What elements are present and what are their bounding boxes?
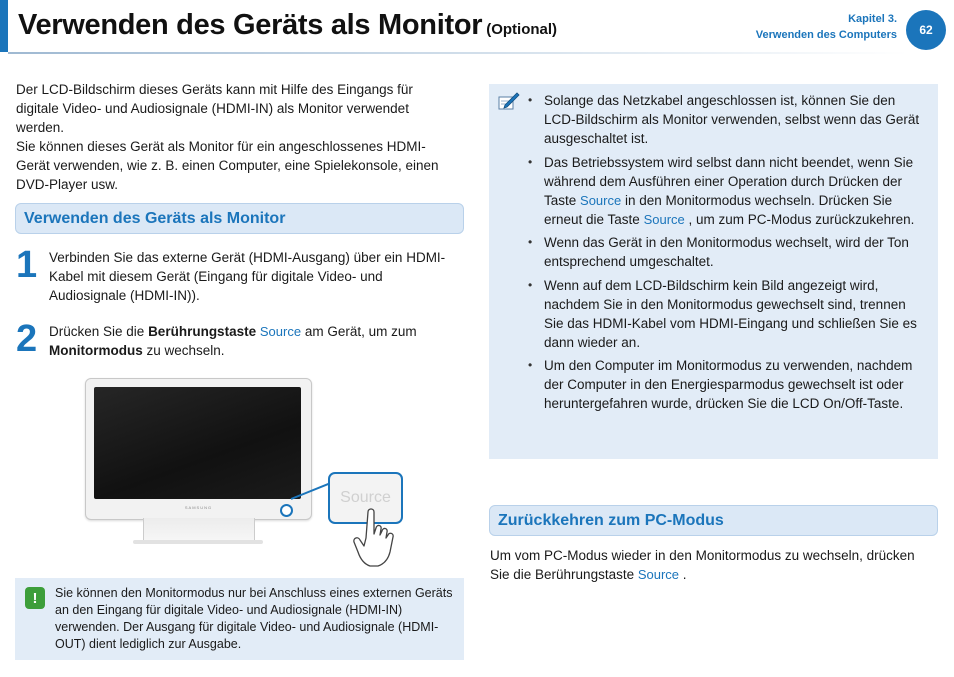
source-key-label: Source [580, 192, 622, 208]
tips-item-4: • Wenn auf dem LCD-Bildschirm kein Bild angezeigt wird, nachdem Sie in den Monitormodus gewechselt sind, trennen Sie das HDMI-Kabel vom HDMI-Eingang und schließen Sie es dann wieder an. [519, 276, 924, 352]
caution-note [15, 578, 464, 660]
tips-item-1: • Solange das Netzkabel angeschlossen ist, können Sie den LCD-Bildschirm als Monitor verwenden, selbst wenn das Gerät ausgeschaltet ist. [519, 91, 924, 148]
page-title-text: Verwenden des Geräts als Monitor [18, 9, 483, 41]
monitor-illustration [85, 378, 312, 520]
step-2-bold-monitor-mode: Monitormodus [49, 343, 143, 358]
return-text-post: . [679, 567, 687, 582]
page-title-suffix: (Optional) [486, 21, 558, 38]
source-key-callout-label: Source [340, 489, 391, 506]
section-heading-monitor: Verwenden des Geräts als Monitor [15, 203, 464, 234]
step-2-post: zu wechseln. [142, 343, 225, 358]
tips-item-2-b: in den Monitormodus wechseln. Drücken Sie erneut die Taste [544, 192, 893, 227]
return-pc-mode-text [490, 546, 935, 584]
chapter-number: Kapitel 3. [848, 13, 897, 25]
touch-hand-icon [350, 508, 402, 570]
source-key-label: Source [259, 324, 302, 339]
header-divider [8, 52, 908, 54]
source-key-label: Source [643, 211, 685, 227]
step-number-1: 1 [16, 244, 38, 286]
step-2-mid: am Gerät, um zum [301, 324, 417, 339]
intro-paragraph-1: Der LCD-Bildschirm dieses Geräts kann mit Hilfe des Eingangs für digitale Video- und Audiosignale (HDMI-IN) als Monitor verwendet werden. [16, 82, 413, 135]
caution-text: Sie können den Monitormodus nur bei Anschluss eines externen Geräts an den Eingang für digitale Video- und Audiosignale (HDMI-IN) verwenden. Der Ausgang für digitale Video- und Audiosignale (HDMI-OUT) dient lediglich zur Ausgabe. [55, 586, 453, 651]
caution-exclamation-icon: ! [25, 587, 45, 609]
tips-item-2-c: , um zum PC-Modus zurückzukehren. [684, 211, 915, 227]
tips-list [519, 91, 924, 418]
monitor-brand-logo: SAMSUNG [184, 505, 213, 510]
monitor-screen [94, 387, 301, 499]
step-1-text: Verbinden Sie das externe Gerät (HDMI-Ausgang) über ein HDMI-Kabel mit diesem Gerät (Eingang für digitale Video- und Audiosignale (HDMI-IN)). [49, 250, 446, 303]
tips-item-2-a: Das Betriebssystem wird selbst dann nicht beendet, wenn Sie während dem Ausführen einer Operation durch Drücken der Taste [544, 154, 914, 208]
header-accent-bar [0, 0, 8, 52]
step-2-bold-touch-key: Berührungstaste [148, 324, 257, 339]
page-number-badge: 62 [906, 10, 946, 50]
note-pencil-icon [497, 90, 521, 112]
touch-key-indicator [280, 504, 293, 517]
intro-text [16, 80, 456, 194]
chapter-name: Verwenden des Computers [755, 29, 897, 41]
step-number-2: 2 [16, 318, 38, 360]
step-2-text [49, 322, 459, 360]
tips-note [489, 84, 938, 459]
return-text-pre: Um vom PC-Modus wieder in den Monitormodus zu wechseln, drücken Sie die Berührungstaste [490, 548, 915, 582]
tips-item-2 [519, 153, 924, 229]
monitor-stand-base [133, 540, 263, 544]
tips-item-5: • Um den Computer im Monitormodus zu verwenden, nachdem der Computer in den Energiesparmodus gewechselt ist oder heruntergefahren wurde, drücken Sie die LCD On/Off-Taste. [519, 356, 924, 413]
tips-item-3: • Wenn das Gerät in den Monitormodus wechselt, wird der Ton entsprechend umgeschaltet. [519, 233, 924, 271]
step-2-pre: Drücken Sie die [49, 324, 149, 339]
source-key-label: Source [637, 567, 680, 582]
chapter-label [756, 11, 897, 43]
intro-paragraph-2: Sie können dieses Gerät als Monitor für ein angeschlossenes HDMI-Gerät verwenden, wie z. B. einen Computer, eine Spielekonsole, einen DVD-Player usw. [16, 139, 439, 192]
page-title [18, 9, 557, 42]
section-heading-pc-mode: Zurückkehren zum PC-Modus [489, 505, 938, 536]
